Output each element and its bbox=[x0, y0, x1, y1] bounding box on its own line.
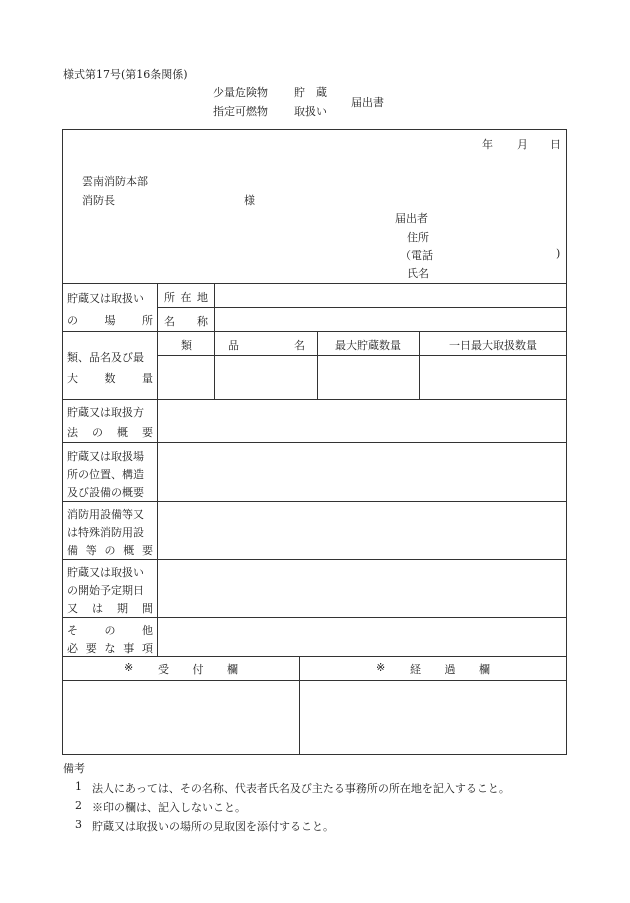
divider-other bbox=[62, 617, 567, 618]
location-name-char: 名 bbox=[164, 315, 175, 328]
applicant-label: 届出者 bbox=[395, 212, 428, 225]
fire-equipment-label-line3 bbox=[67, 542, 153, 558]
facility-label-line1: 貯蔵又は取扱場 bbox=[67, 450, 144, 463]
progress-header bbox=[410, 661, 490, 677]
reception-char: 付 bbox=[192, 663, 204, 676]
note-number: 3 bbox=[75, 818, 82, 831]
note-number: 2 bbox=[75, 799, 82, 812]
divider-office-split bbox=[299, 656, 300, 755]
notes-heading: 備考 bbox=[63, 762, 85, 775]
location-label-line1: 貯蔵又は取扱い bbox=[67, 292, 144, 305]
location-name-label bbox=[164, 313, 208, 329]
other-label-line2 bbox=[67, 640, 153, 656]
fire-equipment-label-char: 等 bbox=[85, 544, 97, 557]
divider-office-head bbox=[62, 680, 567, 681]
location-address-label bbox=[164, 289, 208, 305]
divider-method bbox=[62, 399, 567, 400]
location-address-char: 所 bbox=[164, 291, 175, 304]
applicant-phone-open: （電話 bbox=[400, 249, 433, 262]
other-label-char: 事 bbox=[123, 642, 135, 655]
column-header-item-b: 名 bbox=[294, 339, 305, 352]
fire-equipment-label-char: の bbox=[104, 544, 116, 557]
method-label-char: 概 bbox=[117, 426, 128, 439]
recipient-honorific: 様 bbox=[244, 194, 255, 207]
progress-char: 過 bbox=[444, 663, 456, 676]
schedule-label-char: 又 bbox=[67, 602, 78, 615]
recipient-org: 雲南消防本部 bbox=[82, 175, 148, 188]
fire-equipment-label-char: 概 bbox=[123, 544, 135, 557]
divider-facility bbox=[62, 442, 567, 443]
divider-col-class bbox=[214, 331, 215, 399]
note-text: 貯蔵又は取扱いの場所の見取図を添付すること。 bbox=[92, 820, 334, 833]
title-substance-1: 少量危険物 bbox=[213, 86, 268, 99]
note-text: 法人にあっては、その名称、代表者氏名及び主たる事務所の所在地を記入すること。 bbox=[92, 782, 510, 795]
title-action-1: 貯 蔵 bbox=[294, 86, 327, 99]
date-day: 日 bbox=[550, 138, 561, 151]
quantity-label-line1: 類、品名及び最 bbox=[67, 351, 144, 364]
quantity-label-line2 bbox=[67, 370, 153, 386]
location-address-char: 地 bbox=[197, 291, 208, 304]
method-label-char: 法 bbox=[67, 426, 78, 439]
quantity-label-char: 量 bbox=[142, 372, 153, 385]
fire-equipment-label-line1: 消防用設備等又 bbox=[67, 508, 144, 521]
method-label-line2 bbox=[67, 424, 153, 440]
facility-label-line3: 及び設備の概要 bbox=[67, 486, 144, 499]
schedule-label-char: 間 bbox=[142, 602, 153, 615]
divider-sublabel-column bbox=[214, 283, 215, 331]
progress-char: 欄 bbox=[479, 663, 490, 676]
method-label-char: 要 bbox=[142, 426, 153, 439]
applicant-name-label: 氏名 bbox=[407, 267, 429, 280]
applicant-address-label: 住所 bbox=[407, 231, 429, 244]
location-name-char: 称 bbox=[197, 315, 208, 328]
divider-office bbox=[62, 656, 567, 657]
divider-label-column bbox=[157, 283, 158, 656]
other-label-char: 他 bbox=[142, 624, 153, 637]
fire-equipment-label-char: 要 bbox=[142, 544, 153, 557]
location-label-line2 bbox=[67, 312, 153, 328]
note-text: ※印の欄は、記入しないこと。 bbox=[92, 801, 246, 814]
reception-header bbox=[158, 661, 238, 677]
form-number: 様式第17号(第16条関係) bbox=[63, 68, 188, 81]
other-label-char: の bbox=[104, 624, 116, 637]
location-label-char: 所 bbox=[142, 314, 153, 327]
note-number: 1 bbox=[75, 780, 82, 793]
location-address-char: 在 bbox=[180, 291, 192, 304]
method-label-char: の bbox=[92, 426, 103, 439]
divider-quantity-top bbox=[62, 331, 567, 332]
other-label-char: な bbox=[104, 642, 116, 655]
progress-mark: ※ bbox=[376, 661, 386, 674]
quantity-label-char: 大 bbox=[67, 372, 78, 385]
title-action-2: 取扱い bbox=[294, 105, 327, 118]
column-header-item-a: 品 bbox=[228, 339, 239, 352]
reception-char: 欄 bbox=[227, 663, 238, 676]
schedule-label-line2: の開始予定期日 bbox=[67, 584, 144, 597]
other-label-line1 bbox=[67, 622, 153, 638]
divider-quantity-head bbox=[157, 355, 567, 356]
recipient-title: 消防長 bbox=[82, 194, 115, 207]
divider-fire bbox=[62, 501, 567, 502]
schedule-label-line1: 貯蔵又は取扱い bbox=[67, 566, 144, 579]
reception-mark: ※ bbox=[124, 661, 134, 674]
method-label-line1: 貯蔵又は取扱方 bbox=[67, 406, 144, 419]
other-label-char: 項 bbox=[142, 642, 153, 655]
other-label-char: 要 bbox=[85, 642, 97, 655]
column-header-class: 類 bbox=[181, 339, 192, 352]
divider-schedule bbox=[62, 559, 567, 560]
fire-equipment-label-line2: は特殊消防用設 bbox=[67, 526, 144, 539]
reception-char: 受 bbox=[158, 663, 169, 676]
schedule-label-char: は bbox=[92, 602, 103, 615]
title-substance-2: 指定可燃物 bbox=[213, 105, 268, 118]
column-header-daily-max: 一日最大取扱数量 bbox=[449, 339, 537, 352]
applicant-phone-close: ) bbox=[556, 247, 561, 260]
title-suffix: 届出書 bbox=[351, 96, 384, 109]
quantity-label-char: 数 bbox=[104, 372, 116, 385]
date-month: 月 bbox=[517, 138, 528, 151]
facility-label-line2: 所の位置、構造 bbox=[67, 468, 144, 481]
schedule-label-line3 bbox=[67, 600, 153, 616]
divider-header bbox=[62, 283, 567, 284]
date-year: 年 bbox=[482, 138, 493, 151]
other-label-char: そ bbox=[67, 624, 78, 637]
location-label-char: の bbox=[67, 314, 78, 327]
fire-equipment-label-char: 備 bbox=[67, 544, 78, 557]
schedule-label-char: 期 bbox=[117, 602, 128, 615]
divider-location bbox=[157, 307, 567, 308]
other-label-char: 必 bbox=[67, 642, 78, 655]
column-header-max-storage: 最大貯蔵数量 bbox=[335, 339, 401, 352]
location-label-char: 場 bbox=[104, 314, 116, 327]
progress-char: 経 bbox=[410, 663, 421, 676]
